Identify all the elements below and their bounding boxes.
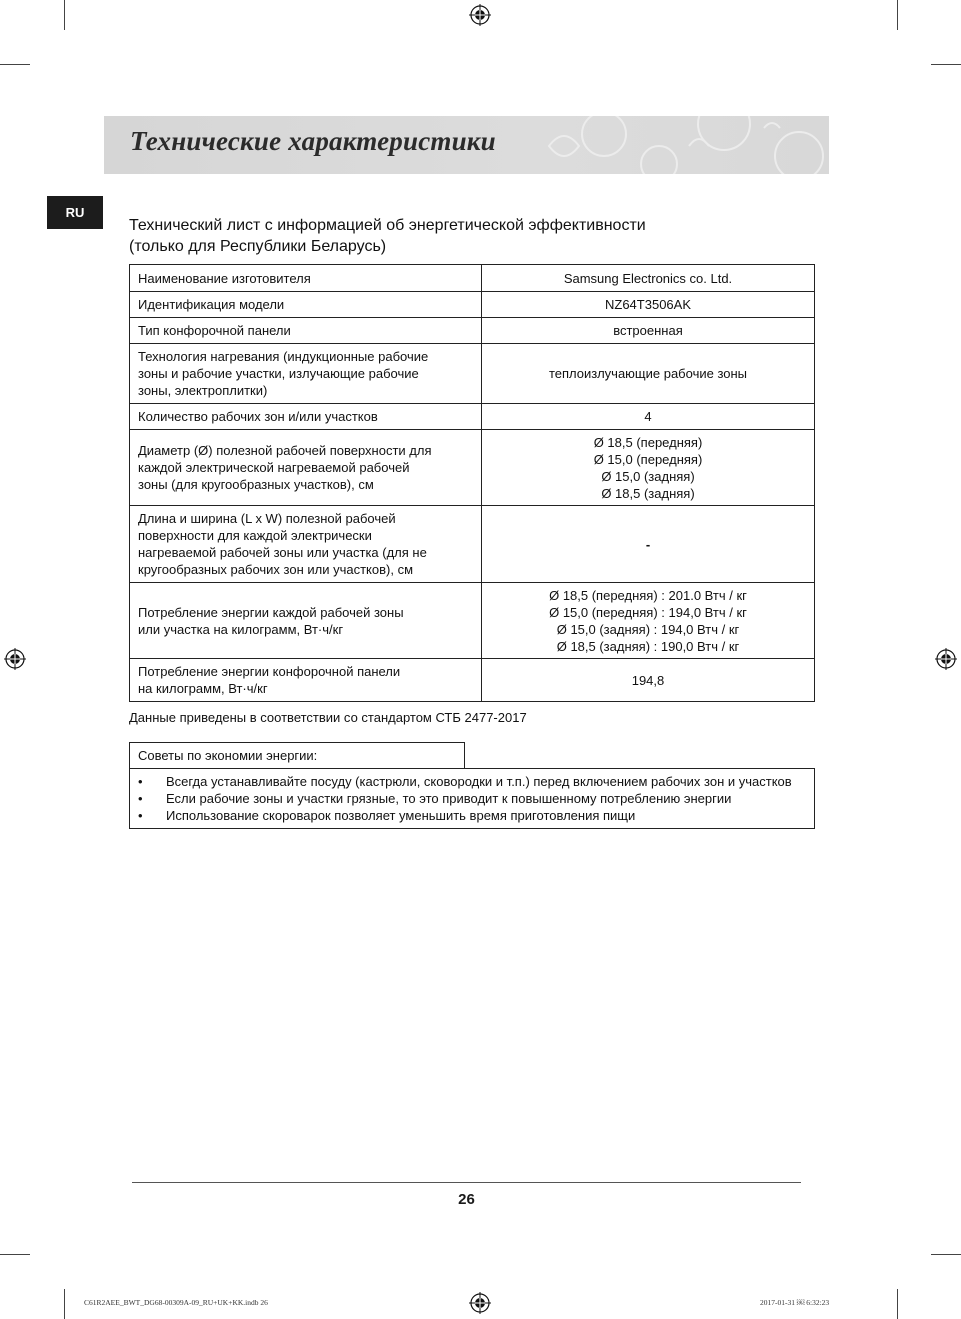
row-label	[130, 659, 482, 702]
row-value	[482, 659, 815, 702]
label-line: Технология нагревания (индукционные рабочие	[138, 349, 429, 364]
label-line: Диаметр (Ø) полезной рабочей поверхности для	[138, 443, 432, 458]
row-label	[130, 506, 482, 583]
registration-target-icon	[935, 648, 957, 670]
label-line: каждой электрической нагреваемой рабочей	[138, 460, 410, 475]
label-line: нагреваемой рабочей зоны или участка (для не	[138, 545, 427, 560]
label-line: Потребление энергии конфорочной панели	[138, 664, 401, 679]
crop-mark	[931, 64, 961, 65]
value-line: -	[645, 536, 651, 552]
row-value	[482, 265, 815, 292]
value-line: Ø 18,5 (передняя)	[593, 434, 703, 450]
row-value	[482, 344, 815, 404]
label-line: Наименование изготовителя	[138, 270, 311, 286]
value-line: Samsung Electronics co. Ltd.	[563, 270, 733, 286]
label-line: зоны и рабочие участки, излучающие рабочие	[138, 366, 419, 381]
tip-text: Использование скороварок позволяет уменьшить время приготовления пищи	[166, 808, 636, 823]
value-line: теплоизлучающие рабочие зоны	[548, 366, 748, 381]
list-item	[130, 773, 814, 790]
list-item	[130, 790, 814, 807]
registration-target-icon	[469, 1292, 491, 1314]
registration-target-icon	[469, 4, 491, 26]
table-row	[130, 404, 815, 430]
row-label	[130, 344, 482, 404]
label-line: поверхности для каждой электрически	[138, 528, 372, 543]
value-line: Ø 18,5 (передняя) : 201.0 Втч / кг	[549, 587, 747, 603]
row-label	[130, 430, 482, 506]
value-line: Ø 15,0 (передняя) : 194,0 Втч / кг	[549, 604, 747, 620]
footer-divider	[132, 1182, 801, 1183]
row-value	[482, 506, 815, 583]
value-line: 4	[644, 409, 652, 424]
crop-mark	[64, 0, 65, 30]
label-line: кругообразных рабочих зон или участков), см	[138, 562, 414, 577]
spec-table	[129, 264, 815, 702]
table-row	[130, 344, 815, 404]
crop-mark	[897, 1289, 898, 1319]
value-line: Ø 18,5 (задняя)	[601, 485, 695, 501]
registration-target-icon	[4, 648, 26, 670]
row-label	[130, 318, 482, 344]
tips-list	[129, 768, 815, 829]
tip-text: Всегда устанавливайте посуду (кастрюли, сковородки и т.п.) перед включением рабочих зон и участков	[166, 774, 792, 789]
sheet-title-line: Технический лист с информацией об энергетической эффективности	[129, 217, 646, 234]
value-line: Ø 15,0 (передняя)	[593, 451, 703, 467]
sheet-title	[129, 215, 829, 257]
crop-mark	[64, 1289, 65, 1319]
value-line: Ø 15,0 (задняя)	[601, 468, 695, 484]
row-label	[130, 404, 482, 430]
label-line: зоны, электроплитки)	[138, 383, 268, 398]
row-value	[482, 404, 815, 430]
value-line: Ø 15,0 (задняя) : 194,0 Втч / кг	[556, 621, 740, 637]
language-tab: RU	[47, 196, 103, 229]
page-number: 26	[458, 1191, 475, 1208]
print-slug-left: C61R2AEE_BWT_DG68-00309A-09_RU+UK+KK.indb 26	[84, 1298, 268, 1307]
label-line: Тип конфорочной панели	[138, 323, 291, 338]
value-line: встроенная	[613, 323, 683, 338]
crop-mark	[0, 64, 30, 65]
table-row	[130, 430, 815, 506]
label-line: на килограмм, Вт·ч/кг	[138, 681, 268, 696]
table-row	[130, 265, 815, 292]
list-item	[130, 807, 814, 824]
row-value	[482, 430, 815, 506]
tip-text: Если рабочие зоны и участки грязные, то это приводит к повышенному потреблению энергии	[166, 791, 732, 806]
crop-mark	[931, 1254, 961, 1255]
label-line: или участка на килограмм, Вт·ч/кг	[138, 621, 344, 637]
section-banner	[104, 116, 829, 174]
label-line: Потребление энергии каждой рабочей зоны	[138, 604, 404, 620]
value-line: NZ64T3506AK	[605, 297, 691, 312]
page-title: Технические характеристики	[130, 126, 496, 156]
row-label	[130, 265, 482, 292]
label-line: Идентификация модели	[138, 297, 285, 312]
vegetable-pattern-icon	[509, 116, 829, 174]
table-row	[130, 318, 815, 344]
value-line: Ø 18,5 (задняя) : 190,0 Втч / кг	[556, 638, 740, 654]
sheet-title-line: (только для Республики Беларусь)	[129, 238, 387, 255]
row-value	[482, 583, 815, 659]
table-row	[130, 506, 815, 583]
value-line: 194,8	[631, 672, 665, 688]
crop-mark	[897, 0, 898, 30]
standard-note: Данные приведены в соответствии со стандартом СТБ 2477-2017	[129, 710, 527, 725]
label-line: Длина и ширина (L x W) полезной рабочей	[138, 511, 396, 526]
crop-mark	[0, 1254, 30, 1255]
table-row	[130, 659, 815, 702]
label-line: зоны (для кругообразных участков), см	[138, 477, 374, 492]
bullet-icon: •	[138, 808, 143, 823]
print-slug-right: 2017-01-31 ￼ 6:32:23	[760, 1298, 830, 1307]
bullet-icon: •	[138, 791, 143, 806]
table-row	[130, 292, 815, 318]
bullet-icon: •	[138, 774, 143, 789]
label-line: Количество рабочих зон и/или участков	[138, 409, 378, 424]
row-label	[130, 583, 482, 659]
tips-heading: Советы по экономии энергии:	[129, 742, 465, 769]
row-label	[130, 292, 482, 318]
row-value	[482, 292, 815, 318]
table-row	[130, 583, 815, 659]
row-value	[482, 318, 815, 344]
